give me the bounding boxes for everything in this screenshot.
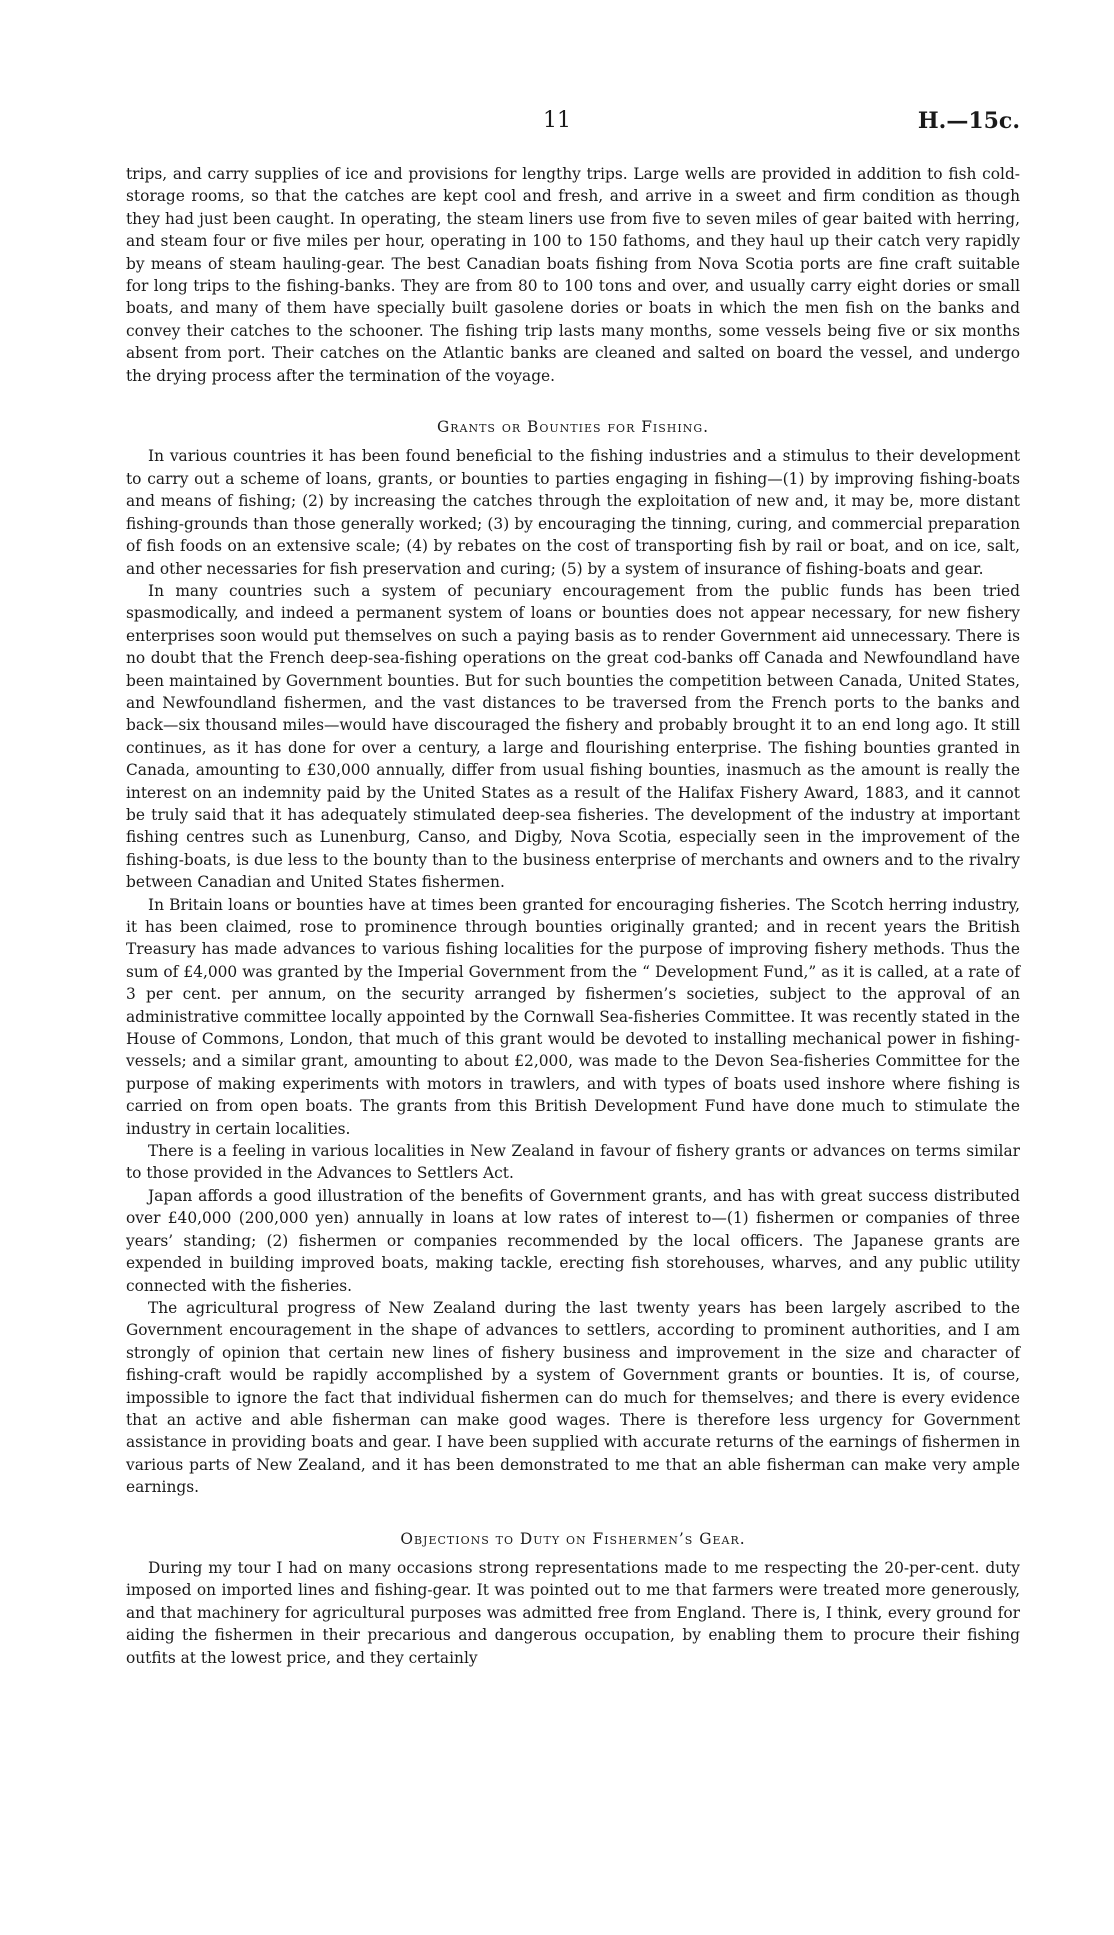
document-body (126, 163, 1020, 1669)
paragraph-steam-liners: trips, and carry supplies of ice and provisions for lengthy trips. Large wells are provided in addition to fish cold-storage rooms, so that the catches are kept cool and fresh, and arrive in a sweet and firm condition as though they had just been caught. In operating, the steam liners use from five to seven miles of gear baited with herring, and steam four or five miles per hour, operating in 100 to 150 fathoms, and they haul up their catch very rapidly by means of steam hauling-gear. The best Canadian boats fishing from Nova Scotia ports are fine craft suitable for long trips to the fishing-banks. They are from 80 to 100 tons and over, and usually carry eight dories or small boats, and many of them have specially built gasolene dories or boats in which the men fish on the banks and convey their catches to the schooner. The fishing trip lasts many months, some vessels being five or six months absent from port. Their catches on the Atlantic banks are cleaned and salted on board the vessel, and undergo the drying process after the termination of the voyage. (126, 165, 1020, 385)
section-heading-grants: Grants or Bounties for Fishing. (436, 418, 710, 437)
paragraph-new-zealand-feeling: There is a feeling in various localities in New Zealand in favour of fishery grants or advances on terms similar to those provided in the Advances to Settlers Act. (126, 1142, 1020, 1183)
paragraph-japan: Japan affords a good illustration of the benefits of Government grants, and has with great success distributed over £40,000 (200,000 yen) annually in loans at low rates of interest to—(1) fishermen or companies of three years’ standing; (2) fishermen or companies recommended by the local officers. The Japanese grants are expended in building improved boats, making tackle, erecting fish storehouses, wharves, and any public utility connected with the fisheries. (126, 1186, 1020, 1295)
paragraph-agricultural-progress: The agricultural progress of New Zealand during the last twenty years has been largely ascribed to the Government encouragement in the shape of advances to settlers, according to prominent authorities, and I am strongly of opinion that certain new lines of fishery business and improvement in the size and character of fishing-craft would be rapidly accomplished by a system of Government grants or bounties. It is, of course, impossible to ignore the fact that individual fishermen can do much for themselves; and there is every evidence that an active and able fisherman can make good wages. There is therefore less urgency for Government assistance in providing boats and gear. I have been supplied with accurate returns of the earnings of fishermen in various parts of New Zealand, and it has been demonstrated to me that an able fisherman can make very ample earnings. (126, 1298, 1020, 1497)
page-reference: H.—15c. (917, 108, 1020, 134)
paragraph-pecuniary-encouragement: In many countries such a system of pecuniary encouragement from the public funds has been tried spasmodically, and indeed a permanent system of loans or bounties does not appear necessary, for new fishery enterprises soon would put themselves on such a paying basis as to render Government aid unnecessary. There is no doubt that the French deep-sea-fishing operations on the great cod-banks off Canada and Newfoundland have been maintained by Government bounties. But for such bounties the competition between Canada, United States, and Newfoundland fishermen, and the vast distances to be traversed from the French ports to the banks and back—six thousand miles—would have discouraged the fishery and probably brought it to an end long ago. It still continues, as it has done for over a century, a large and flourishing enterprise. The fishing bounties granted in Canada, amounting to £30,000 annually, differ from usual fishing bounties, inasmuch as the amount is really the interest on an indemnity paid by the United States as a result of the Halifax Fishery Award, 1883, and it cannot be truly said that it has adequately stimulated deep-sea fisheries. The development of the industry at important fishing centres such as Lunenburg, Canso, and Digby, Nova Scotia, especially seen in the improvement of the fishing-boats, is due less to the bounty than to the business enterprise of merchants and owners and to the rivalry between Canadian and United States fishermen. (126, 581, 1020, 892)
page-number: 11 (543, 108, 571, 133)
paragraph-britain: In Britain loans or bounties have at times been granted for encouraging fisheries. The Scotch herring industry, it has been claimed, rose to prominence through bounties originally granted; and in recent years the British Treasury has made advances to various fishing localities for the purpose of improving fishery methods. Thus the sum of £4,000 was granted by the Imperial Government from the “ Development Fund,” as it is called, at a rate of 3 per cent. per annum, on the security arranged by fishermen’s societies, subject to the approval of an administrative committee locally appointed by the Cornwall Sea-fisheries Committee. It was recently stated in the House of Commons, London, that much of this grant would be devoted to installing mechanical power in fishing-vessels; and a similar grant, amounting to about £2,000, was made to the Devon Sea-fisheries Committee for the purpose of making experiments with motors in trawlers, and with types of boats used inshore where fishing is carried on from open boats. The grants from this British Development Fund have done much to stimulate the industry in certain localities. (126, 895, 1020, 1138)
paragraph-loans-scheme: In various countries it has been found beneficial to the fishing industries and a stimulus to their development to carry out a scheme of loans, grants, or bounties to parties engaging in fishing—(1) by improving fishing-boats and means of fishing; (2) by increasing the catches through the exploitation of new and, it may be, more distant fishing-grounds than those generally worked; (3) by encouraging the tinning, curing, and commercial preparation of fish foods on an extensive scale; (4) by rebates on the cost of transporting fish by rail or boat, and on ice, salt, and other necessaries for fish preservation and curing; (5) by a system of insurance of fishing-boats and gear. (126, 447, 1020, 578)
section-heading-objections: Objections to Duty on Fishermen’s Gear. (400, 1529, 746, 1548)
paragraph-duty-objections: During my tour I had on many occasions strong representations made to me respecting the 20-per-cent. duty imposed on imported lines and fishing-gear. It was pointed out to me that farmers were treated more generously, and that machinery for agricultural purposes was admitted free from England. There is, I think, every ground for aiding the fishermen in their precarious and dangerous occupation, by enabling them to procure their fishing outfits at the lowest price, and they certainly (126, 1558, 1020, 1667)
